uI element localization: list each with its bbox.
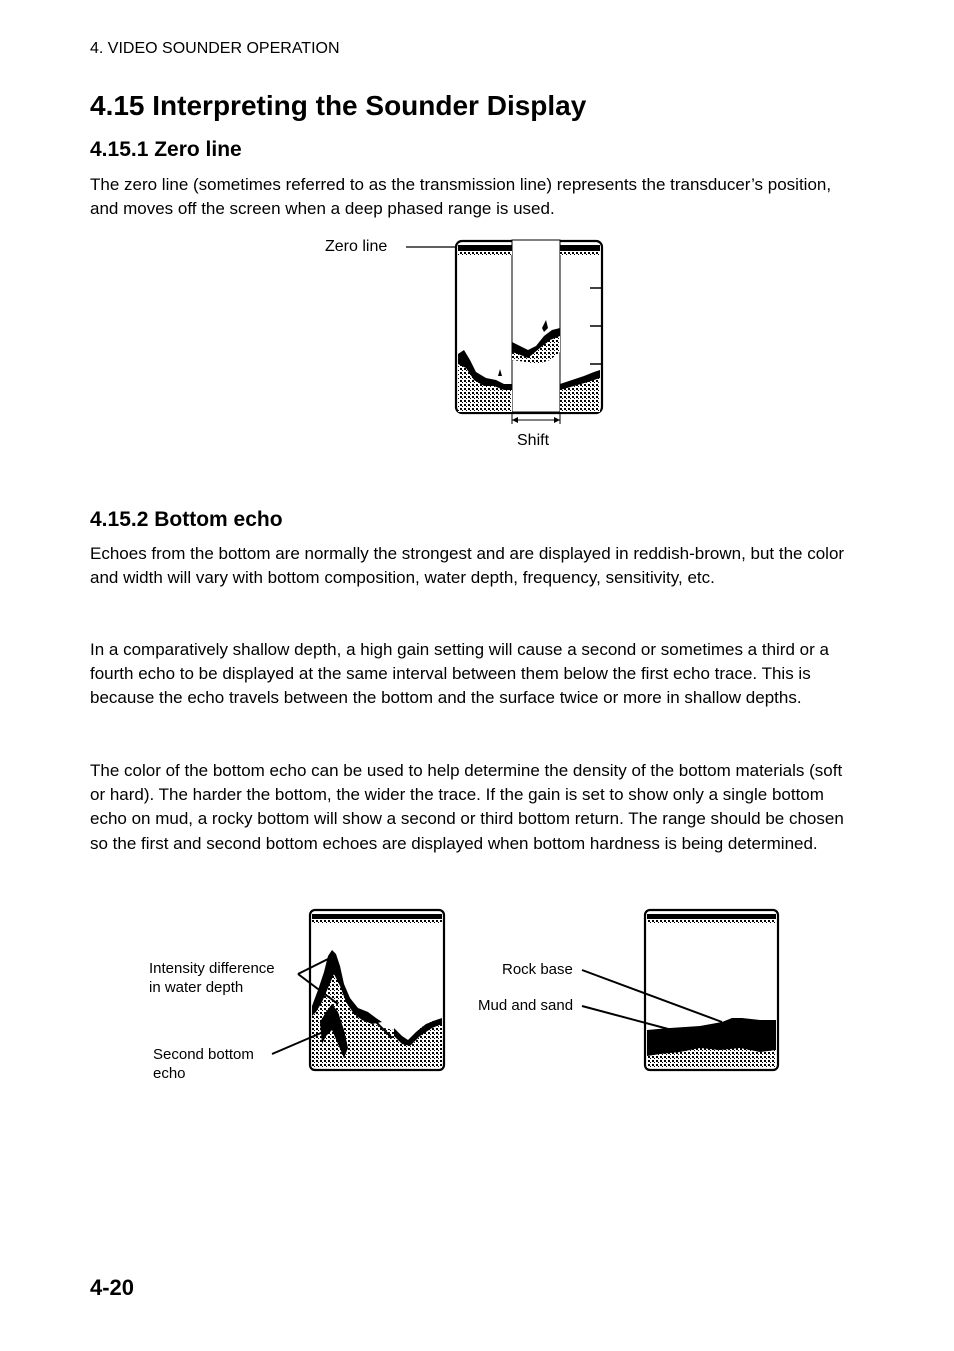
running-header: 4. VIDEO SOUNDER OPERATION [90,40,340,57]
intensity-difference-label: Intensity difference in water depth [149,960,275,996]
page-number: 4-20 [90,1275,135,1300]
first-and-second-echo-screen [310,910,444,1070]
bottom-echo-paragraph-1: Echoes from the bottom are normally the strongest and are displayed in reddish-brown, but the color and width will vary with bottom composition, water depth, frequency, sensitivity, etc. [90,544,845,588]
zero-line-label: Zero line [325,238,388,255]
zero-line-diagram [400,236,610,430]
mud-and-sand-label: Mud and sand [478,997,574,1014]
bottom-echo-paragraph-3: The color of the bottom echo can be used to help determine the density of the bottom materials (soft or hard). The harder the bottom, the wider the trace. If the gain is set to show only a single bottom echo on mud, a rocky bottom will show a second or third bottom return. The range should be chosen so the first and second bottom echoes are displayed when bottom hardness is being determined. [90,761,844,853]
shift-label: Shift [517,432,550,449]
second-bottom-echo-label: Second bottom echo [153,1046,254,1082]
subsection-title-bottom-echo: 4.15.2 Bottom echo [90,508,283,531]
bottom-echo-diagrams [260,900,790,1080]
bottom-echo-paragraph-2: In a comparatively shallow depth, a high gain setting will cause a second or sometimes a third or a fourth echo to be displayed at the same interval between them below the first echo trace. This is because the echo travels between the bottom and the surface twice or more in shallow depths. [90,640,829,708]
section-title: 4.15 Interpreting the Sounder Display [90,90,587,121]
subsection-title-zero-line: 4.15.1 Zero line [90,138,242,161]
rock-base-label: Rock base [502,961,573,978]
zero-line-paragraph: The zero line (sometimes referred to as the transmission line) represents the transducer’s position, and moves off the screen when a deep phased range is used. [90,175,832,219]
rock-and-mud-screen [645,910,778,1070]
